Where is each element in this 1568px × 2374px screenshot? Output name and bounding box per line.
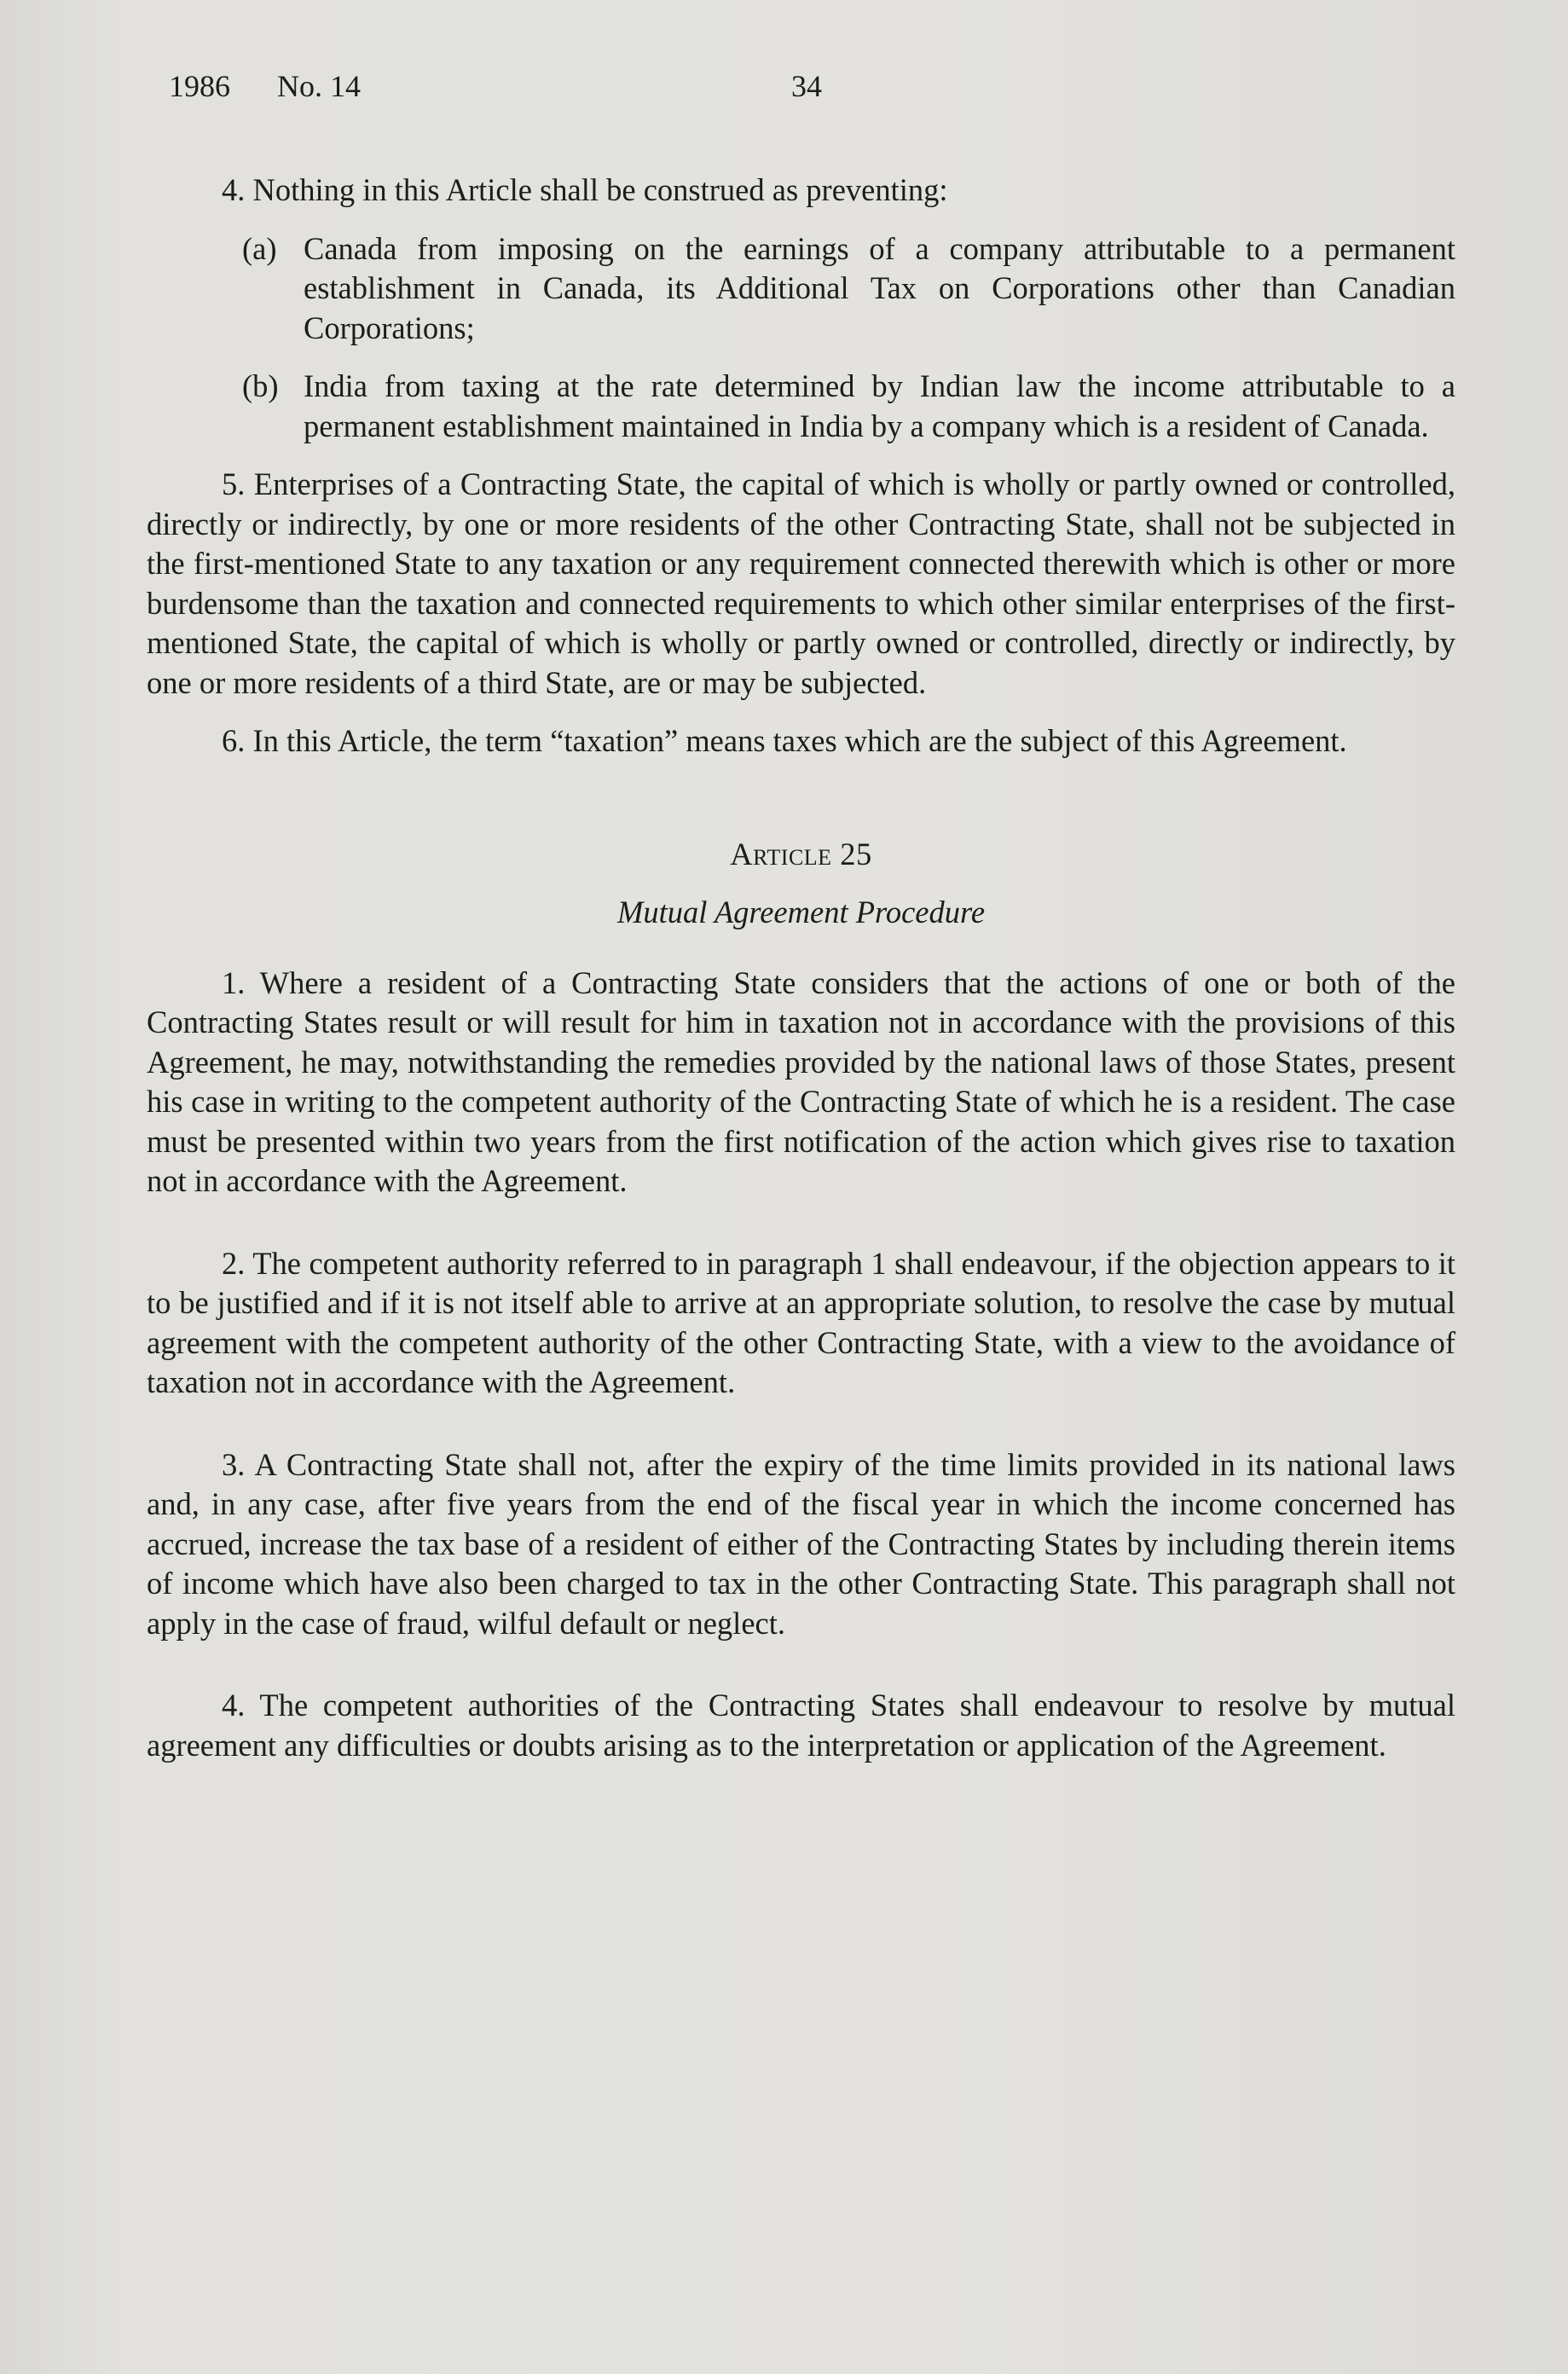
article25-paragraph-1: 1. Where a resident of a Contracting State considers that the actions of one or both of the Contracting States result or will result for him in taxation not in accordance with the provisions of this Agreement, he may, notwithstanding the remedies provided by the national laws of those States, present his case in writing to the competent authority of the Contracting State of which he is a resident. The case must be presented within two years from the first notification of the action which gives rise to taxation not in accordance with the Agreement. bbox=[147, 964, 1455, 1198]
article-25-subheading: Mutual Agreement Procedure bbox=[616, 895, 986, 929]
item-a-label: (a) bbox=[242, 230, 277, 266]
article-25-heading: Article 25 bbox=[730, 836, 872, 871]
article24-paragraph-4: 4. Nothing in this Article shall be construed as preventing: bbox=[222, 172, 948, 207]
article24-paragraph-5: 5. Enterprises of a Contracting State, the capital of which is wholly or partly owned or controlled, directly or indirectly, by one or more residents of the other Contracting State, shall not be subjected in the first-mentioned State to any taxation or any requirement connected therewith which is other or more burdensome than the taxation and connected requirements to which other similar enterprises of the first-mentioned State, the capital of which is wholly or partly owned or controlled, directly or indirectly, by one or more residents of a third State, are or may be subjected. bbox=[147, 466, 1455, 700]
article25-paragraph-3: 3. A Contracting State shall not, after the expiry of the time limits provided in its national laws and, in any case, after five years from the end of the fiscal year in which the income concerned has accrued, increase the tax base of a resident of either of the Contracting States by including therein items of income which have also been charged to tax in the other Contracting State. This paragraph shall not apply in the case of fraud, wilful default or neglect. bbox=[147, 1446, 1455, 1641]
header-year: 1986 bbox=[169, 69, 230, 103]
header-number: No. 14 bbox=[277, 69, 361, 103]
item-b-text: India from taxing at the rate determined by Indian law the income attributable to a permanent establishment maintained in India by a company which is a resident of Canada. bbox=[304, 368, 1455, 443]
article25-paragraph-4: 4. The competent authorities of the Contracting States shall endeavour to resolve by mutual agreement any difficulties or doubts arising as to the interpretation or application of the Agreement. bbox=[147, 1688, 1455, 1763]
page-content bbox=[147, 171, 1455, 1765]
article24-item-b bbox=[242, 367, 1455, 446]
item-a-text: Canada from imposing on the earnings of a company attributable to a permanent establishment in Canada, its Additional Tax on Corporations other than Canadian Corporations; bbox=[304, 230, 1455, 345]
article24-paragraph-6: 6. In this Article, the term “taxation” means taxes which are the subject of this Agreement. bbox=[222, 723, 1347, 758]
page-number: 34 bbox=[791, 69, 822, 103]
item-b-label: (b) bbox=[242, 368, 279, 403]
article24-item-a bbox=[242, 229, 1455, 349]
page-header bbox=[169, 68, 1448, 119]
article25-paragraph-2: 2. The competent authority referred to in paragraph 1 shall endeavour, if the objection appears to it to be justified and if it is not itself able to arrive at an appropriate solution, to resolve the case by mutual agreement with the competent authority of the other Contracting State, with a view to the avoidance of taxation not in accordance with the Agreement. bbox=[147, 1245, 1455, 1399]
